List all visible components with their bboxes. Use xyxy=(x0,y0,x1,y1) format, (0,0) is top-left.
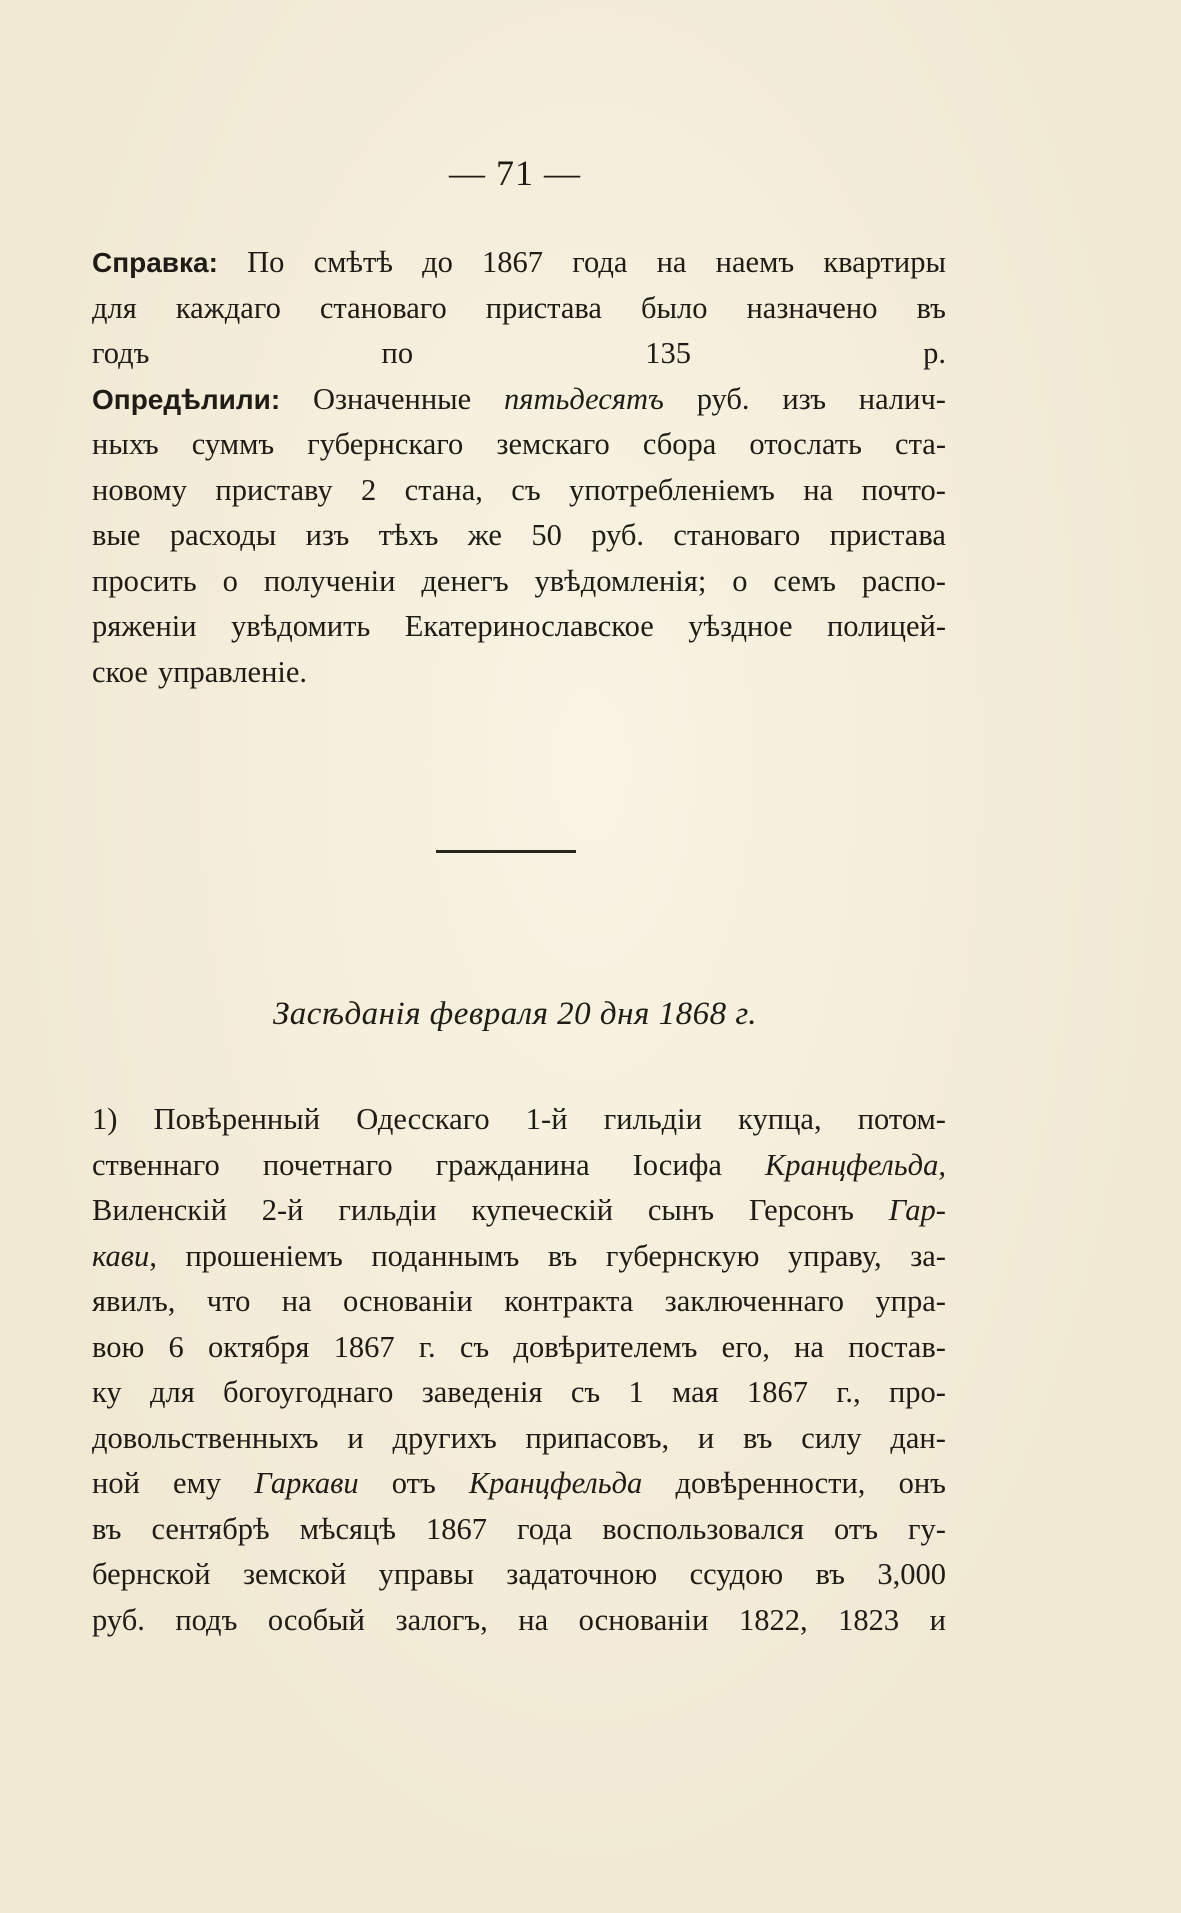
word: октября xyxy=(207,1329,310,1364)
word: контракта xyxy=(504,1284,634,1318)
text-line xyxy=(92,1552,946,1598)
word: довѣренности, xyxy=(675,1466,866,1500)
session-heading: Засѣданія февраля 20 дня 1868 г. xyxy=(272,996,758,1032)
word: 1867 xyxy=(425,1511,487,1546)
text-line xyxy=(92,422,946,468)
text-line xyxy=(92,240,946,286)
word: его, xyxy=(721,1329,770,1364)
word: упра- xyxy=(875,1284,946,1318)
page-number: — 71 — xyxy=(449,153,581,193)
word: земской xyxy=(242,1557,347,1591)
italic-word: Кранцфельда xyxy=(468,1466,643,1500)
word: стана, xyxy=(404,472,483,507)
word: въ xyxy=(743,1420,773,1455)
word: ку xyxy=(92,1375,122,1409)
text-line xyxy=(92,1188,946,1234)
word: заведенія xyxy=(421,1375,543,1409)
text-line xyxy=(92,604,946,650)
word: смѣтѣ xyxy=(313,245,393,279)
word: изъ xyxy=(305,518,350,552)
word: довѣрителемъ xyxy=(513,1329,698,1364)
text-line xyxy=(92,1598,946,1644)
word: увѣдомить xyxy=(231,609,371,643)
word: 1867 xyxy=(333,1329,395,1364)
text-line xyxy=(92,286,946,332)
word: суммъ xyxy=(191,427,275,461)
word: каждаго xyxy=(175,290,281,325)
text-line xyxy=(92,1416,946,1462)
word: изъ xyxy=(782,381,826,416)
word: заключеннаго xyxy=(664,1284,844,1318)
word: почто- xyxy=(861,472,946,507)
word: основаніи xyxy=(578,1602,709,1637)
word: становаго xyxy=(673,518,801,552)
text-line xyxy=(92,1279,946,1325)
word: на xyxy=(656,245,687,279)
text-line xyxy=(92,1370,946,1416)
word: отъ xyxy=(391,1466,436,1500)
text-line xyxy=(92,1325,946,1371)
text-line xyxy=(92,468,946,514)
word: становаго xyxy=(319,290,447,325)
word: распо- xyxy=(861,563,946,598)
word: гражданина xyxy=(435,1147,590,1182)
word: припасовъ, xyxy=(525,1420,670,1455)
word: купца, xyxy=(738,1102,822,1136)
word: годъ xyxy=(92,336,150,370)
word: полученіи xyxy=(263,563,396,598)
word: Іосифа xyxy=(632,1147,722,1182)
word: о xyxy=(222,563,238,598)
word: воспользовался xyxy=(602,1511,804,1546)
word: Одесскаго xyxy=(356,1102,490,1136)
text-line xyxy=(92,559,946,605)
text-line xyxy=(92,1461,946,1507)
word: по xyxy=(381,336,414,370)
word: въ xyxy=(815,1557,845,1591)
word: ста- xyxy=(895,427,946,461)
section-divider xyxy=(436,850,576,853)
word: приставу xyxy=(215,472,333,507)
word: тѣхъ xyxy=(378,518,439,552)
word: ему xyxy=(173,1466,222,1500)
word: съ xyxy=(511,472,541,507)
text-line xyxy=(92,331,946,377)
word: ныхъ xyxy=(92,427,159,461)
word: мая xyxy=(672,1375,719,1409)
text-line xyxy=(92,377,946,423)
word: гильдіи xyxy=(338,1193,437,1227)
word: же xyxy=(467,518,502,552)
word: просить xyxy=(92,563,197,598)
word: наемъ xyxy=(715,245,795,279)
word: богоугоднаго xyxy=(223,1375,394,1409)
word: губернскую xyxy=(605,1238,760,1273)
word: уѣздное xyxy=(688,609,793,643)
word: вою xyxy=(92,1329,145,1364)
word: управленіе. xyxy=(157,654,308,689)
word: съ xyxy=(459,1329,490,1364)
word: на xyxy=(518,1602,549,1637)
word: подъ xyxy=(175,1602,238,1637)
word: почетнаго xyxy=(262,1147,393,1182)
word: 1-й xyxy=(525,1102,568,1136)
word: пристава xyxy=(829,518,946,552)
word: 50 xyxy=(531,518,562,552)
word: поданнымъ xyxy=(371,1238,520,1273)
word: земскаго xyxy=(496,427,610,461)
text-line xyxy=(92,650,946,696)
word: задаточною xyxy=(506,1557,658,1591)
word: Герсонъ xyxy=(748,1193,854,1227)
word: другихъ xyxy=(392,1420,497,1455)
word: на xyxy=(803,472,834,507)
word: 1867 xyxy=(482,245,544,279)
word: бернской xyxy=(92,1557,211,1591)
word: съ xyxy=(570,1375,601,1409)
word: ственнаго xyxy=(92,1147,220,1182)
word: силу xyxy=(801,1420,862,1455)
word: до xyxy=(422,245,453,279)
word: было xyxy=(640,290,708,325)
word: ское xyxy=(92,654,148,689)
word: ссудою xyxy=(689,1557,784,1591)
word: для xyxy=(92,290,137,325)
word: сентябрѣ xyxy=(151,1511,270,1546)
word: налич- xyxy=(858,381,946,416)
word: увѣдомленія; xyxy=(534,563,707,598)
word: основаніи xyxy=(343,1284,473,1318)
word: употребленіемъ xyxy=(568,472,775,507)
word: въ xyxy=(547,1238,578,1273)
word: 1822, xyxy=(738,1602,808,1637)
text-line xyxy=(92,1143,946,1189)
word: года xyxy=(516,1511,573,1546)
word: 1867 xyxy=(747,1375,809,1409)
word: гу- xyxy=(908,1511,946,1546)
italic-word: кави, xyxy=(92,1238,157,1273)
italic-word: Гар- xyxy=(888,1193,946,1227)
italic-word: Кранцфельда, xyxy=(764,1147,946,1182)
word: залогъ, xyxy=(395,1602,488,1637)
word: особый xyxy=(267,1602,365,1637)
word: и xyxy=(929,1602,946,1637)
word: мѣсяцѣ xyxy=(299,1511,396,1546)
text-line xyxy=(92,1097,946,1143)
word: руб. xyxy=(591,518,645,552)
word: явилъ, xyxy=(92,1284,176,1318)
petition-paragraph xyxy=(92,1097,946,1643)
word: прошеніемъ xyxy=(185,1238,343,1273)
word: про- xyxy=(888,1375,946,1409)
word: сбора xyxy=(642,427,717,461)
word: ной xyxy=(92,1466,140,1500)
word: на xyxy=(281,1284,312,1318)
word: сынъ xyxy=(647,1193,715,1227)
word: за- xyxy=(910,1238,946,1273)
word: управу, xyxy=(788,1238,882,1273)
italic-word: Гаркави xyxy=(254,1466,359,1500)
word: онъ xyxy=(898,1466,946,1500)
bold-label: Опредѣлили: xyxy=(92,383,281,415)
word: губернскаго xyxy=(307,427,464,461)
word: назначено xyxy=(746,290,878,325)
word: Виленскій xyxy=(92,1193,227,1227)
word: г., xyxy=(836,1375,861,1409)
text-line xyxy=(92,513,946,559)
word: 6 xyxy=(168,1329,184,1364)
word: отъ xyxy=(834,1511,878,1546)
word: денегъ xyxy=(421,563,509,598)
word: Екатеринославское xyxy=(404,609,654,643)
word: что xyxy=(206,1284,251,1318)
word: о xyxy=(732,563,748,598)
text-line xyxy=(92,1507,946,1553)
word: на xyxy=(794,1329,824,1364)
word: квартиры xyxy=(823,245,946,279)
word: купеческій xyxy=(471,1193,614,1227)
word: 135 xyxy=(645,336,691,370)
word: 2-й xyxy=(261,1193,304,1227)
word: 1 xyxy=(628,1375,644,1409)
word: довольственныхъ xyxy=(92,1420,319,1455)
word: полицей- xyxy=(826,609,946,643)
word: года xyxy=(572,245,628,279)
text-line xyxy=(92,1234,946,1280)
word: 3,000 xyxy=(877,1557,946,1591)
word: и xyxy=(347,1420,364,1455)
bold-label: Справка: xyxy=(92,247,218,278)
word: 2 xyxy=(361,472,377,507)
word: Означенные xyxy=(312,381,472,416)
word: ряженіи xyxy=(92,609,197,643)
word: семъ xyxy=(773,563,836,598)
word: потом- xyxy=(857,1102,946,1136)
word: пристава xyxy=(485,290,602,325)
word: отослать xyxy=(749,427,862,461)
word: расходы xyxy=(169,518,277,552)
word: р. xyxy=(923,336,946,370)
word: постав- xyxy=(848,1329,946,1364)
word: г. xyxy=(418,1329,436,1364)
word: руб. xyxy=(92,1602,145,1637)
word: дан- xyxy=(890,1420,946,1455)
resolution-paragraph xyxy=(92,240,946,695)
word: По xyxy=(247,245,285,279)
word: въ xyxy=(92,1511,122,1546)
word: вые xyxy=(92,518,141,552)
word: 1) xyxy=(92,1102,118,1136)
word: въ xyxy=(916,290,946,325)
word: 1823 xyxy=(838,1602,900,1637)
word: руб. xyxy=(696,381,750,416)
word: гильдіи xyxy=(603,1102,702,1136)
word: управы xyxy=(378,1557,474,1591)
italic-word: пятьдесятъ xyxy=(504,381,664,416)
word: новому xyxy=(92,472,187,507)
word: и xyxy=(697,1420,715,1455)
word: для xyxy=(149,1375,195,1409)
word: Повѣренный xyxy=(153,1102,321,1136)
